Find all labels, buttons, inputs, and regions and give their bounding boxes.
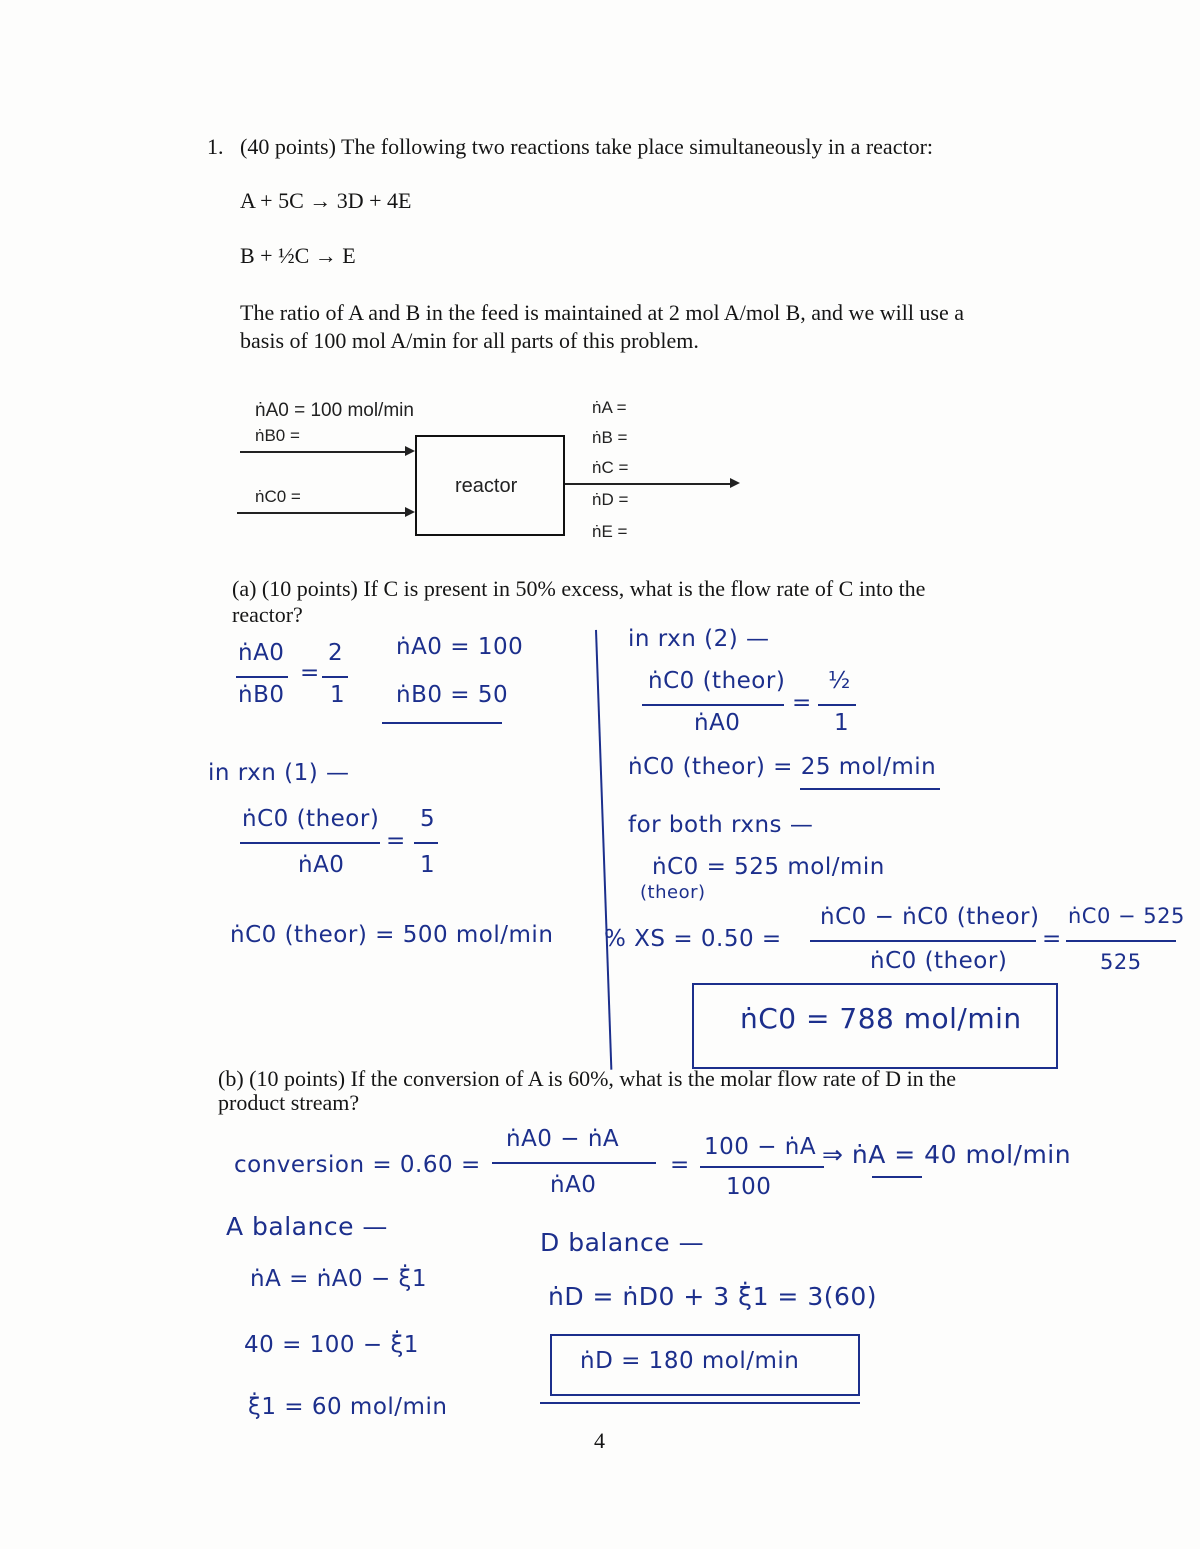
- ratio-value-numerator: 2: [328, 640, 344, 666]
- column-divider: [595, 630, 612, 1070]
- out-d-label: ṅD =: [592, 490, 629, 509]
- part-b-question-line-1: (b) (10 points) If the conversion of A is 60%, what is the molar flow rate of D in the: [218, 1066, 957, 1091]
- conversion-denominator-2: 100: [726, 1174, 772, 1200]
- conversion-fraction-bar: [492, 1162, 656, 1164]
- both-rxns-label: for both rxns —: [628, 812, 814, 838]
- rxn1-numerator: ṅC0 (theor): [242, 806, 380, 832]
- conversion-result-underline: [872, 1176, 922, 1178]
- feed-c-stream-line: [237, 512, 406, 514]
- rxn1-result: ṅC0 (theor) = 500 mol/min: [230, 922, 554, 948]
- feed-ab-arrow-icon: [405, 446, 415, 456]
- excess-denominator: ṅC0 (theor): [870, 948, 1008, 974]
- ratio-value-bar: [322, 676, 348, 678]
- conversion-fraction-bar-2: [700, 1166, 824, 1168]
- problem-intro: (40 points) The following two reactions take place simultaneously in a reactor:: [240, 134, 934, 159]
- conversion-numerator: ṅA0 − ṅA: [506, 1126, 620, 1152]
- excess-numerator: ṅC0 − ṅC0 (theor): [820, 904, 1040, 930]
- a-balance-label: A balance —: [226, 1212, 388, 1241]
- rxn1-value-bar: [414, 842, 438, 844]
- rxn1-equals: =: [386, 828, 406, 854]
- ratio-fraction-bar: [236, 676, 288, 678]
- rxn1-label: in rxn (1) —: [208, 760, 350, 786]
- rxn2-value-denominator: 1: [834, 710, 850, 736]
- rxn2-label: in rxn (2) —: [628, 626, 770, 652]
- conversion-label: conversion = 0.60 =: [234, 1152, 481, 1178]
- excess-fraction-bar-2: [1066, 940, 1176, 942]
- ratio-line-2: basis of 100 mol A/min for all parts of this problem.: [240, 328, 699, 353]
- reaction-2: B + ½C → E: [240, 243, 356, 268]
- part-a-question-line-1: (a) (10 points) If C is present in 50% excess, what is the flow rate of C into the: [232, 576, 926, 601]
- problem-number: 1.: [207, 134, 224, 159]
- out-c-label: ṅC =: [592, 458, 629, 477]
- rxn2-value-bar: [818, 704, 856, 706]
- rxn1-value-numerator: 5: [420, 806, 436, 832]
- ratio-value-denominator: 1: [330, 682, 346, 708]
- feed-ab-stream-line: [240, 451, 406, 453]
- nb0-value: ṅB0 = 50: [396, 682, 509, 708]
- conversion-result: ⇒ ṅA = 40 mol/min: [822, 1140, 1072, 1169]
- out-a-label: ṅA =: [592, 398, 627, 417]
- rxn1-denominator: ṅA0: [298, 852, 345, 878]
- feed-a-label: ṅA0 = 100 mol/min: [255, 400, 414, 421]
- rxn2-result: ṅC0 (theor) = 25 mol/min: [628, 754, 937, 780]
- nb0-underline: [382, 722, 502, 724]
- ratio-denominator: ṅB0: [238, 682, 285, 708]
- ratio-equals: =: [300, 660, 320, 686]
- excess-equals: =: [1042, 926, 1062, 952]
- reaction-1: A + 5C → 3D + 4E: [240, 188, 412, 213]
- d-balance-label: D balance —: [540, 1228, 705, 1257]
- rxn2-fraction-bar: [642, 704, 784, 706]
- answer-a: ṅC0 = 788 mol/min: [740, 1002, 1022, 1035]
- page-number: 4: [594, 1428, 605, 1453]
- product-arrow-icon: [730, 478, 740, 488]
- feed-b-label: ṅB0 =: [255, 426, 300, 445]
- both-rxns-subscript: (theor): [640, 882, 706, 903]
- excess-denominator-2: 525: [1100, 950, 1142, 974]
- ratio-line-1: The ratio of A and B in the feed is maintained at 2 mol A/mol B, and we will use a: [240, 300, 965, 325]
- conversion-numerator-2: 100 − ṅA: [704, 1134, 817, 1160]
- a-balance-eq-1: ṅA = ṅA0 − ξ̇1: [250, 1266, 428, 1292]
- product-stream-line: [565, 483, 731, 485]
- conversion-denominator: ṅA0: [550, 1172, 597, 1198]
- excess-label: % XS = 0.50 =: [604, 926, 782, 952]
- ratio-numerator: ṅA0: [238, 640, 285, 666]
- answer-b: ṅD = 180 mol/min: [580, 1348, 800, 1374]
- na0-value: ṅA0 = 100: [396, 634, 524, 660]
- reactor-label: reactor: [455, 475, 518, 497]
- answer-b-underline: [540, 1402, 860, 1404]
- rxn2-value-numerator: ½: [828, 668, 851, 694]
- both-rxns-result: ṅC0 = 525 mol/min: [652, 854, 885, 880]
- feed-c-label: ṅC0 =: [255, 487, 301, 506]
- a-balance-eq-2: 40 = 100 − ξ̇1: [244, 1332, 419, 1358]
- part-b-question-line-2: product stream?: [218, 1090, 360, 1115]
- rxn2-numerator: ṅC0 (theor): [648, 668, 786, 694]
- excess-fraction-bar: [810, 940, 1036, 942]
- rxn1-value-denominator: 1: [420, 852, 436, 878]
- rxn2-denominator: ṅA0: [694, 710, 741, 736]
- rxn2-result-underline: [800, 788, 940, 790]
- feed-c-arrow-icon: [405, 507, 415, 517]
- part-a-question-line-2: reactor?: [232, 602, 303, 627]
- a-balance-eq-3: ξ̇1 = 60 mol/min: [248, 1394, 448, 1420]
- out-b-label: ṅB =: [592, 428, 628, 447]
- excess-numerator-2: ṅC0 − 525: [1068, 904, 1185, 928]
- rxn2-equals: =: [792, 690, 812, 716]
- conversion-equals: =: [670, 1152, 690, 1178]
- out-e-label: ṅE =: [592, 522, 628, 541]
- d-balance-eq-1: ṅD = ṅD0 + 3 ξ̇1 = 3(60): [548, 1282, 878, 1311]
- rxn1-fraction-bar: [240, 842, 380, 844]
